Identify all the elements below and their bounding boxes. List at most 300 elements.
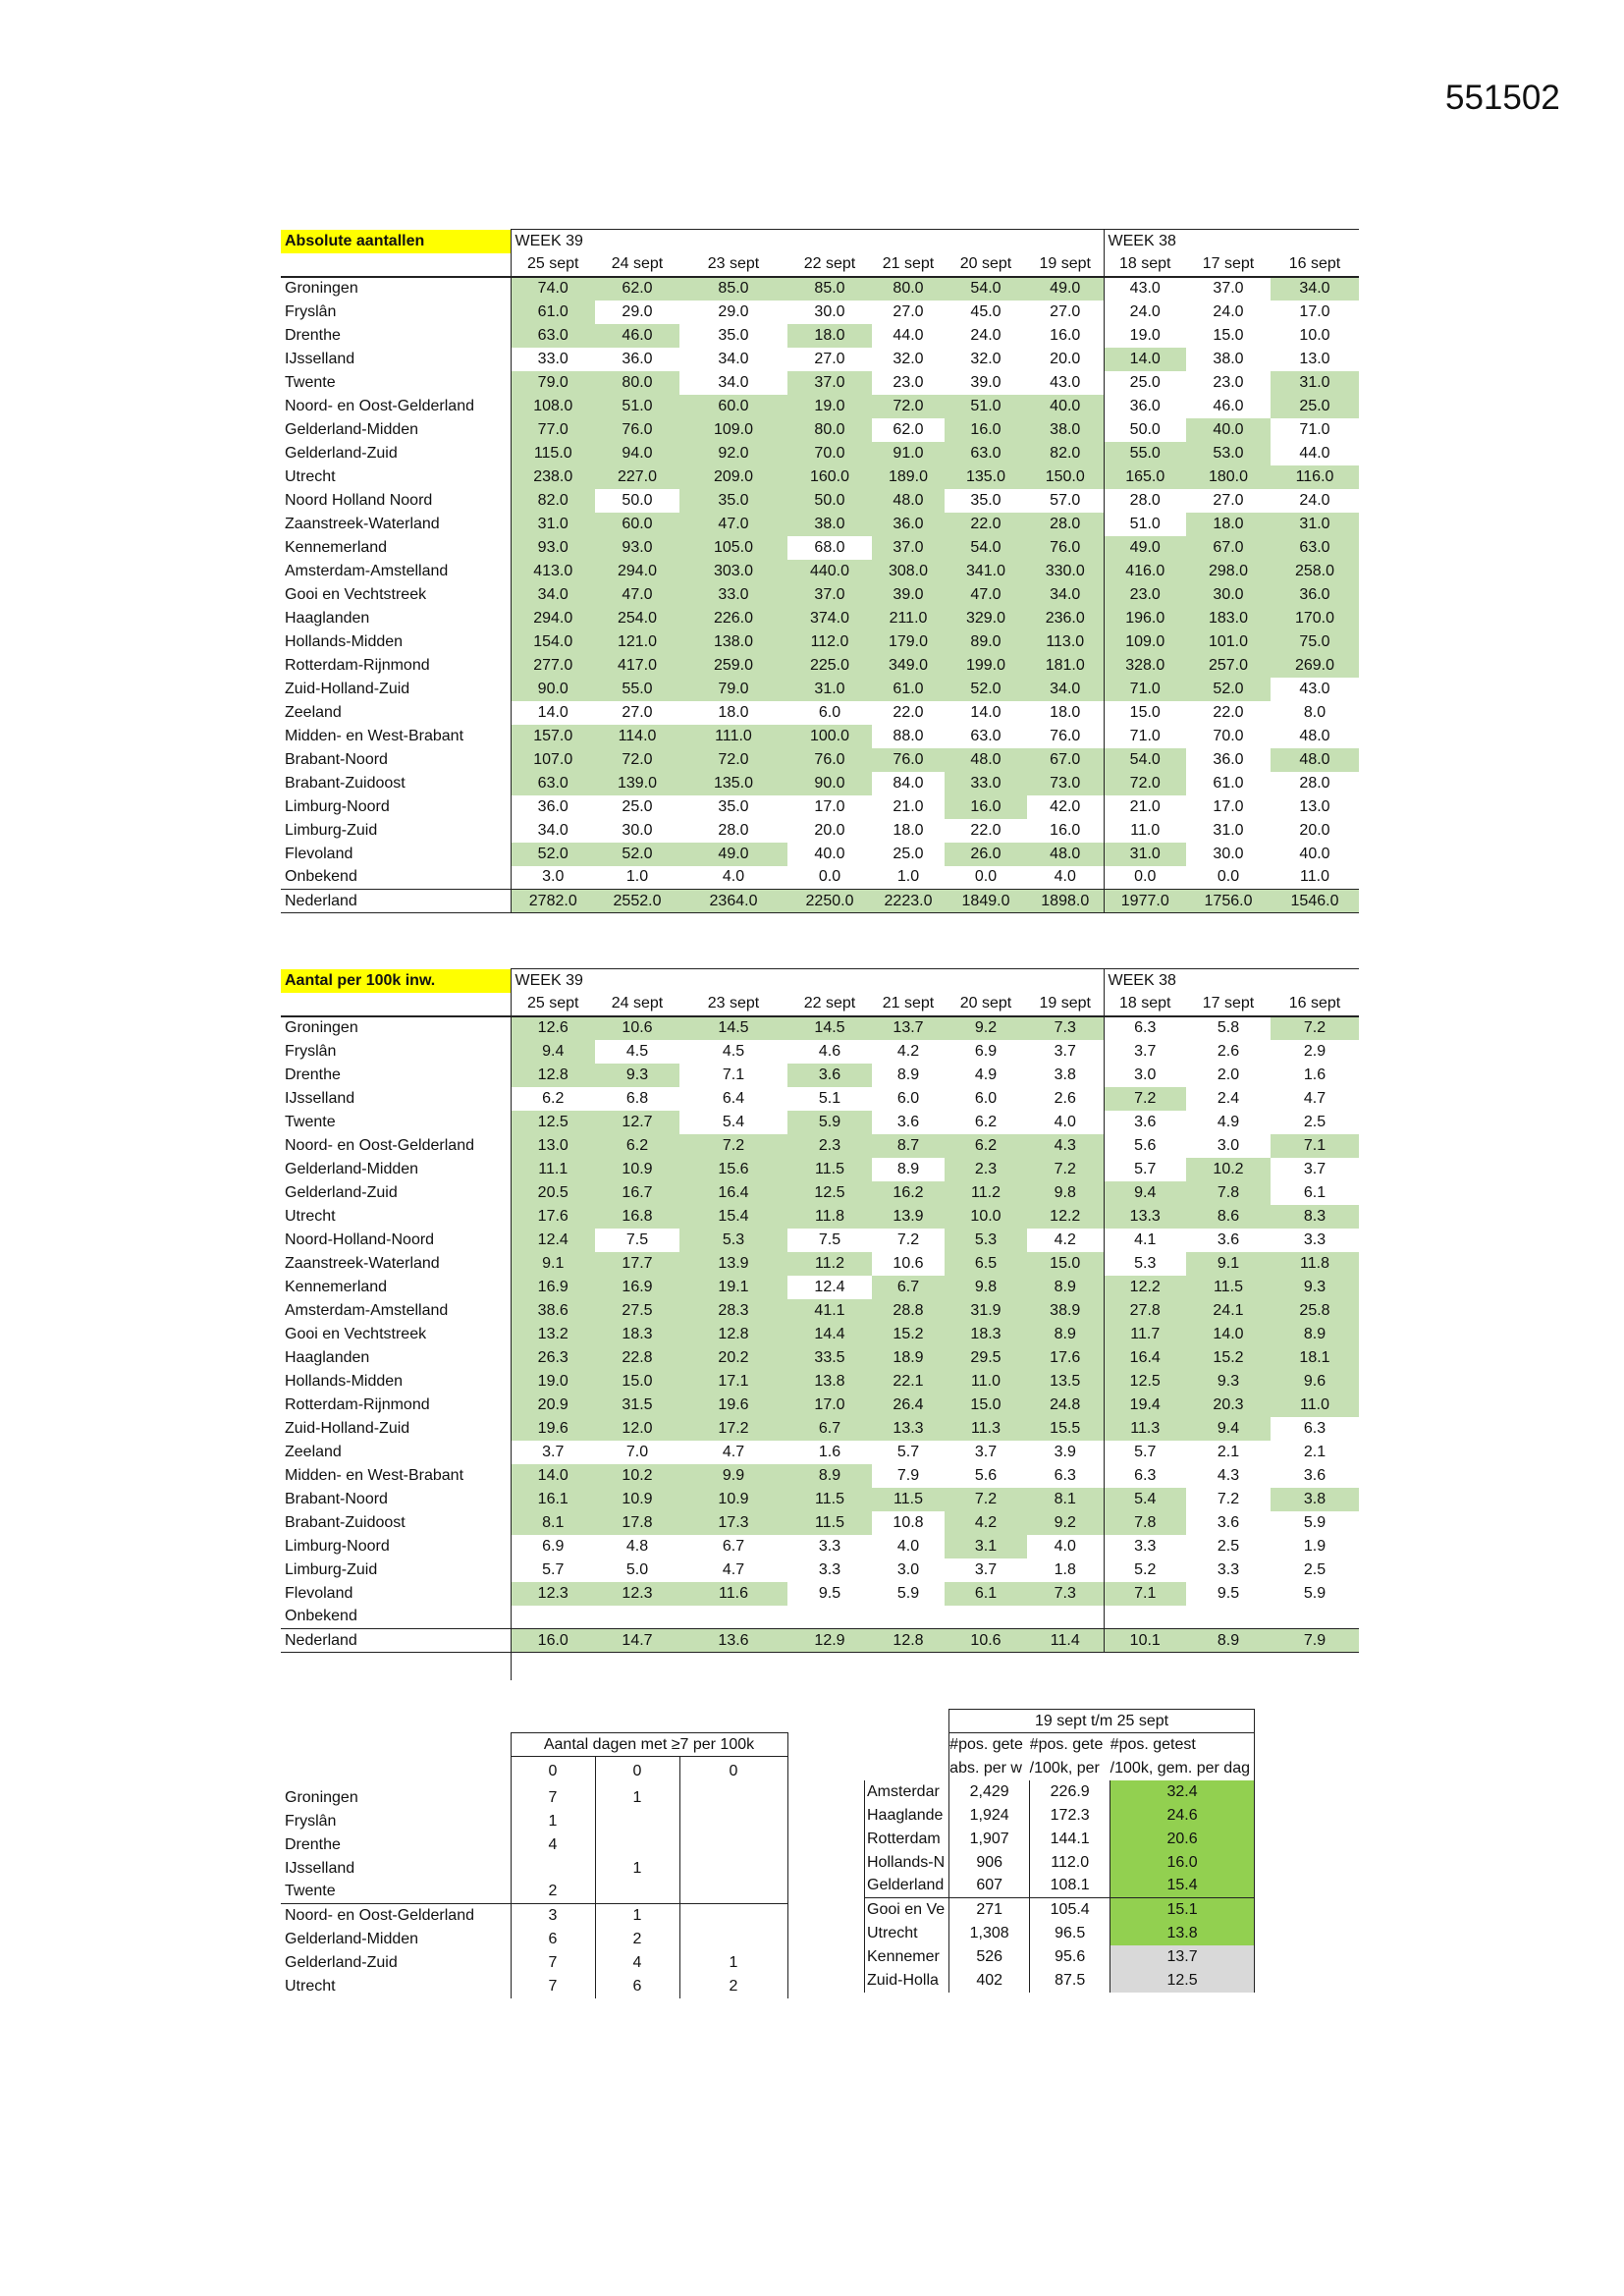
region-name: Amsterdar — [865, 1780, 949, 1804]
value-cell: 8.0 — [1271, 701, 1359, 725]
value-cell — [679, 1606, 787, 1629]
value-cell: 328.0 — [1104, 654, 1186, 678]
subheader: 0 — [679, 1757, 787, 1786]
value-cell: 12.0 — [595, 1417, 679, 1441]
value-cell: 30.0 — [595, 819, 679, 843]
value-cell: 76.0 — [595, 418, 679, 442]
value-cell: 40.0 — [1186, 418, 1271, 442]
table-row — [281, 1181, 1359, 1205]
value-cell: 17.7 — [595, 1252, 679, 1276]
value-cell: 5.9 — [1271, 1511, 1359, 1535]
value-cell: 5.3 — [945, 1229, 1027, 1252]
value-cell: 25.8 — [1271, 1299, 1359, 1323]
value-cell: 8.1 — [511, 1511, 595, 1535]
value-cell: 4.2 — [1027, 1229, 1104, 1252]
value-cell — [872, 1606, 945, 1629]
value-cell: 16.9 — [511, 1276, 595, 1299]
value-cell: 10.8 — [872, 1511, 945, 1535]
region-name: Brabant-Zuidoost — [285, 774, 406, 792]
value-cell: 18.3 — [595, 1323, 679, 1346]
region-name: Midden- en West-Brabant — [285, 1466, 464, 1484]
value-cell: 8.9 — [1186, 1629, 1271, 1653]
table-row — [281, 513, 1359, 536]
value-cell: 6.0 — [872, 1087, 945, 1111]
table-row — [281, 1582, 1359, 1606]
value-cell: 93.0 — [595, 536, 679, 560]
value-cell: 6 — [595, 1975, 679, 1998]
value-cell: 80.0 — [595, 371, 679, 395]
table-row — [865, 1804, 1255, 1828]
value-cell: 11.2 — [787, 1252, 872, 1276]
value-cell: 16.8 — [595, 1205, 679, 1229]
table-row — [865, 1945, 1255, 1969]
value-cell: 32.4 — [1110, 1780, 1255, 1804]
value-cell: 27.0 — [1027, 301, 1104, 324]
value-cell: 3.7 — [945, 1441, 1027, 1464]
table-row — [281, 1488, 1359, 1511]
table-row — [865, 1922, 1255, 1945]
region-name: Noord- en Oost-Gelderland — [285, 397, 474, 414]
weekly-ranking-table — [864, 1709, 1255, 1993]
value-cell: 199.0 — [945, 654, 1027, 678]
value-cell: 3.0 — [1186, 1134, 1271, 1158]
value-cell: 72.0 — [872, 395, 945, 418]
value-cell: 9.8 — [945, 1276, 1027, 1299]
value-cell: 19.0 — [1104, 324, 1186, 348]
region-name: Amsterdam-Amstelland — [285, 562, 449, 579]
value-cell: 154.0 — [511, 630, 595, 654]
value-cell: 10.6 — [872, 1252, 945, 1276]
value-cell: 11.4 — [1027, 1629, 1104, 1653]
value-cell: 36.0 — [595, 348, 679, 371]
value-cell: 15.2 — [1186, 1346, 1271, 1370]
value-cell: 8.9 — [872, 1158, 945, 1181]
value-cell: 2223.0 — [872, 890, 945, 913]
value-cell: 100.0 — [787, 725, 872, 748]
subheader: 0 — [595, 1757, 679, 1786]
value-cell: 17.0 — [1186, 795, 1271, 819]
value-cell: 7 — [511, 1951, 595, 1975]
value-cell: 17.1 — [679, 1370, 787, 1394]
value-cell: 8.6 — [1186, 1205, 1271, 1229]
value-cell — [787, 1606, 872, 1629]
value-cell: 30.0 — [1186, 843, 1271, 866]
value-cell: 5.9 — [872, 1582, 945, 1606]
region-name: Limburg-Noord — [285, 797, 390, 815]
table-row — [281, 1810, 787, 1833]
table-row — [281, 395, 1359, 418]
value-cell: 4.0 — [872, 1535, 945, 1558]
value-cell: 2.5 — [1271, 1111, 1359, 1134]
value-cell: 94.0 — [595, 442, 679, 465]
value-cell: 84.0 — [872, 772, 945, 795]
value-cell: 18.1 — [1271, 1346, 1359, 1370]
region-name: Noord Holland Noord — [285, 491, 433, 509]
value-cell: 80.0 — [872, 277, 945, 301]
value-cell: 7.2 — [945, 1488, 1027, 1511]
days-above-threshold-table — [281, 1732, 788, 1998]
value-cell: 11.8 — [1271, 1252, 1359, 1276]
value-cell: 55.0 — [595, 678, 679, 701]
value-cell: 26.0 — [945, 843, 1027, 866]
value-cell: 16.7 — [595, 1181, 679, 1205]
total-row — [281, 890, 1359, 913]
value-cell: 82.0 — [1027, 442, 1104, 465]
region-name: Brabant-Noord — [285, 750, 388, 768]
value-cell: 3.7 — [511, 1441, 595, 1464]
value-cell: 4.6 — [787, 1040, 872, 1064]
table-row — [281, 1205, 1359, 1229]
region-name: Groningen — [285, 280, 358, 297]
value-cell: 4.0 — [1027, 866, 1104, 890]
table-title: Aantal per 100k inw. — [281, 969, 511, 993]
value-cell: 7.2 — [1271, 1016, 1359, 1040]
value-cell: 4.7 — [679, 1441, 787, 1464]
value-cell: 57.0 — [1027, 489, 1104, 513]
value-cell: 36.0 — [1104, 395, 1186, 418]
value-cell: 46.0 — [1186, 395, 1271, 418]
value-cell: 1898.0 — [1027, 890, 1104, 913]
value-cell: 7.9 — [1271, 1629, 1359, 1653]
region-name: Flevoland — [285, 1584, 353, 1602]
table-row — [281, 701, 1359, 725]
value-cell: 13.6 — [679, 1629, 787, 1653]
region-name: Twente — [285, 1113, 336, 1130]
value-cell: 6.2 — [945, 1134, 1027, 1158]
value-cell: 12.5 — [1104, 1370, 1186, 1394]
value-cell: 50.0 — [595, 489, 679, 513]
value-cell: 3.8 — [1271, 1488, 1359, 1511]
value-cell: 526 — [949, 1945, 1030, 1969]
value-cell: 31.5 — [595, 1394, 679, 1417]
value-cell: 10.6 — [945, 1629, 1027, 1653]
value-cell: 12.2 — [1104, 1276, 1186, 1299]
value-cell: 20.6 — [1110, 1828, 1255, 1851]
region-name: Rotterdam-Rijnmond — [285, 1395, 430, 1413]
value-cell: 40.0 — [787, 843, 872, 866]
value-cell: 67.0 — [1027, 748, 1104, 772]
value-cell: 38.6 — [511, 1299, 595, 1323]
value-cell: 34.0 — [679, 371, 787, 395]
value-cell: 18.0 — [872, 819, 945, 843]
table-row — [281, 442, 1359, 465]
value-cell: 17.3 — [679, 1511, 787, 1535]
value-cell: 48.0 — [1271, 748, 1359, 772]
value-cell: 135.0 — [679, 772, 787, 795]
region-name: Kennemerland — [285, 1278, 388, 1295]
value-cell: 6.9 — [511, 1535, 595, 1558]
value-cell: 72.0 — [595, 748, 679, 772]
value-cell: 31.9 — [945, 1299, 1027, 1323]
value-cell: 2 — [595, 1928, 679, 1951]
value-cell: 109.0 — [679, 418, 787, 442]
value-cell: 3.3 — [787, 1535, 872, 1558]
value-cell: 88.0 — [872, 725, 945, 748]
value-cell: 2,429 — [949, 1780, 1030, 1804]
value-cell: 1.0 — [595, 866, 679, 890]
table-row — [281, 678, 1359, 701]
value-cell: 2250.0 — [787, 890, 872, 913]
value-cell: 47.0 — [945, 583, 1027, 607]
value-cell: 18.9 — [872, 1346, 945, 1370]
table-row — [281, 465, 1359, 489]
region-name: Noord- en Oost-Gelderland — [285, 1136, 474, 1154]
table-row — [281, 1951, 787, 1975]
value-cell: 31.0 — [1104, 843, 1186, 866]
value-cell: 15.2 — [872, 1323, 945, 1346]
region-name: Zuid-Holland-Zuid — [285, 680, 410, 697]
table-row — [281, 725, 1359, 748]
region-name: Zuid-Holla — [865, 1969, 949, 1993]
value-cell: 4.7 — [679, 1558, 787, 1582]
value-cell: 25.0 — [1104, 371, 1186, 395]
value-cell: 308.0 — [872, 560, 945, 583]
value-cell: 33.0 — [679, 583, 787, 607]
absolute-counts-table — [281, 229, 1359, 913]
table-row — [281, 1535, 1359, 1558]
value-cell: 4.2 — [945, 1511, 1027, 1535]
region-name: Gelderland-Midden — [285, 1930, 419, 1947]
value-cell: 294.0 — [511, 607, 595, 630]
column-header: #pos. gete — [1029, 1735, 1104, 1753]
value-cell: 19.0 — [787, 395, 872, 418]
value-cell: 294.0 — [595, 560, 679, 583]
value-cell: 11.8 — [787, 1205, 872, 1229]
value-cell: 1849.0 — [945, 890, 1027, 913]
table-row — [281, 1441, 1359, 1464]
value-cell: 6.7 — [679, 1535, 787, 1558]
value-cell: 2.1 — [1186, 1441, 1271, 1464]
value-cell — [679, 1786, 787, 1810]
value-cell: 37.0 — [787, 371, 872, 395]
value-cell: 13.8 — [787, 1370, 872, 1394]
value-cell: 3.3 — [1271, 1229, 1359, 1252]
region-name: Utrecht — [865, 1922, 949, 1945]
value-cell: 135.0 — [945, 465, 1027, 489]
value-cell: 2.3 — [787, 1134, 872, 1158]
value-cell: 12.9 — [787, 1629, 872, 1653]
value-cell: 3.7 — [1027, 1040, 1104, 1064]
value-cell: 1,907 — [949, 1828, 1030, 1851]
value-cell: 12.5 — [511, 1111, 595, 1134]
value-cell: 54.0 — [945, 277, 1027, 301]
value-cell: 11.5 — [1186, 1276, 1271, 1299]
value-cell: 112.0 — [787, 630, 872, 654]
table-row — [281, 1016, 1359, 1040]
value-cell: 36.0 — [872, 513, 945, 536]
value-cell: 17.0 — [787, 1394, 872, 1417]
value-cell: 42.0 — [1027, 795, 1104, 819]
region-name: Utrecht — [285, 1207, 336, 1225]
value-cell: 3.6 — [787, 1064, 872, 1087]
value-cell: 30.0 — [1186, 583, 1271, 607]
value-cell: 105.0 — [679, 536, 787, 560]
region-name: Haaglanden — [285, 609, 370, 627]
region-name: Gelderland — [865, 1875, 949, 1898]
value-cell: 45.0 — [945, 301, 1027, 324]
value-cell: 35.0 — [679, 324, 787, 348]
value-cell: 211.0 — [872, 607, 945, 630]
table-row — [281, 1464, 1359, 1488]
table-row — [281, 1904, 787, 1928]
region-name: Zeeland — [285, 1443, 342, 1460]
value-cell: 8.9 — [872, 1064, 945, 1087]
value-cell: 180.0 — [1186, 465, 1271, 489]
value-cell: 5.0 — [595, 1558, 679, 1582]
value-cell: 13.9 — [679, 1252, 787, 1276]
value-cell: 27.8 — [1104, 1299, 1186, 1323]
table-row — [281, 560, 1359, 583]
table-row — [281, 1158, 1359, 1181]
value-cell: 4.1 — [1104, 1229, 1186, 1252]
value-cell: 16.2 — [872, 1181, 945, 1205]
table-row — [281, 843, 1359, 866]
value-cell: 6.0 — [787, 701, 872, 725]
date-header: 23 sept — [679, 993, 787, 1016]
value-cell: 6.0 — [945, 1087, 1027, 1111]
date-header: 18 sept — [1104, 993, 1186, 1016]
value-cell: 16.0 — [1027, 819, 1104, 843]
value-cell: 31.0 — [1186, 819, 1271, 843]
value-cell: 12.3 — [595, 1582, 679, 1606]
value-cell: 37.0 — [1186, 277, 1271, 301]
value-cell: 3.7 — [1271, 1158, 1359, 1181]
region-name: IJsselland — [285, 1859, 355, 1877]
table-row — [281, 1323, 1359, 1346]
table-row — [281, 772, 1359, 795]
value-cell — [679, 1857, 787, 1881]
value-cell: 15.0 — [1027, 1252, 1104, 1276]
value-cell: 259.0 — [679, 654, 787, 678]
value-cell: 225.0 — [787, 654, 872, 678]
table-row — [281, 1786, 787, 1810]
week-38-label: WEEK 38 — [1104, 969, 1359, 993]
date-header: 19 sept — [1027, 993, 1104, 1016]
value-cell: 6.5 — [945, 1252, 1027, 1276]
value-cell: 9.3 — [1271, 1276, 1359, 1299]
value-cell: 329.0 — [945, 607, 1027, 630]
value-cell: 3 — [511, 1904, 595, 1928]
value-cell: 1.6 — [787, 1441, 872, 1464]
region-name: Twente — [285, 1883, 336, 1900]
value-cell: 13.5 — [1027, 1370, 1104, 1394]
value-cell: 5.6 — [945, 1464, 1027, 1488]
value-cell: 3.6 — [1186, 1229, 1271, 1252]
value-cell: 60.0 — [679, 395, 787, 418]
region-name: Gelderland-Zuid — [285, 444, 398, 462]
value-cell: 12.5 — [787, 1181, 872, 1205]
value-cell: 14.5 — [679, 1016, 787, 1040]
value-cell: 6.3 — [1104, 1464, 1186, 1488]
value-cell: 17.6 — [511, 1205, 595, 1229]
value-cell: 27.5 — [595, 1299, 679, 1323]
value-cell: 70.0 — [787, 442, 872, 465]
table-row — [281, 348, 1359, 371]
value-cell: 46.0 — [595, 324, 679, 348]
region-name: Fryslân — [285, 302, 337, 320]
value-cell: 23.0 — [872, 371, 945, 395]
value-cell: 10.9 — [595, 1158, 679, 1181]
value-cell: 107.0 — [511, 748, 595, 772]
value-cell — [679, 1904, 787, 1928]
value-cell: 12.7 — [595, 1111, 679, 1134]
value-cell: 22.0 — [872, 701, 945, 725]
table-row — [281, 301, 1359, 324]
value-cell — [595, 1833, 679, 1857]
table-row — [281, 277, 1359, 301]
region-name: Limburg-Zuid — [285, 1560, 378, 1578]
value-cell: 2.5 — [1186, 1535, 1271, 1558]
table-row — [281, 1299, 1359, 1323]
value-cell: 13.0 — [1271, 348, 1359, 371]
value-cell: 3.0 — [511, 866, 595, 890]
value-cell: 52.0 — [511, 843, 595, 866]
value-cell: 36.0 — [1186, 748, 1271, 772]
value-cell: 31.0 — [511, 513, 595, 536]
value-cell: 27.0 — [872, 301, 945, 324]
value-cell: 112.0 — [1030, 1851, 1110, 1875]
value-cell: 31.0 — [787, 678, 872, 701]
value-cell: 14.7 — [595, 1629, 679, 1653]
value-cell: 17.8 — [595, 1511, 679, 1535]
value-cell: 61.0 — [1186, 772, 1271, 795]
value-cell: 0.0 — [1186, 866, 1271, 890]
table-row — [281, 654, 1359, 678]
value-cell — [945, 1606, 1027, 1629]
value-cell — [1104, 1606, 1186, 1629]
value-cell: 17.0 — [1271, 301, 1359, 324]
value-cell: 72.0 — [1104, 772, 1186, 795]
value-cell: 32.0 — [872, 348, 945, 371]
value-cell: 7 — [511, 1786, 595, 1810]
value-cell: 14.5 — [787, 1016, 872, 1040]
table-row — [281, 1276, 1359, 1299]
value-cell: 11.3 — [945, 1417, 1027, 1441]
value-cell: 33.0 — [945, 772, 1027, 795]
value-cell: 26.4 — [872, 1394, 945, 1417]
region-name: Zeeland — [285, 703, 342, 721]
value-cell: 20.0 — [1271, 819, 1359, 843]
value-cell: 53.0 — [1186, 442, 1271, 465]
per-100k-table — [281, 968, 1359, 1680]
value-cell: 108.1 — [1030, 1875, 1110, 1898]
value-cell: 23.0 — [1104, 583, 1186, 607]
value-cell: 402 — [949, 1969, 1030, 1993]
value-cell: 9.8 — [1027, 1181, 1104, 1205]
value-cell: 6.3 — [1027, 1464, 1104, 1488]
table-row — [281, 819, 1359, 843]
value-cell: 39.0 — [945, 371, 1027, 395]
value-cell: 5.8 — [1186, 1016, 1271, 1040]
value-cell: 4 — [595, 1951, 679, 1975]
value-cell: 8.7 — [872, 1134, 945, 1158]
date-header: 25 sept — [511, 253, 595, 277]
value-cell: 48.0 — [1027, 843, 1104, 866]
value-cell: 85.0 — [679, 277, 787, 301]
value-cell: 51.0 — [595, 395, 679, 418]
value-cell: 1546.0 — [1271, 890, 1359, 913]
value-cell: 16.0 — [1027, 324, 1104, 348]
value-cell: 28.3 — [679, 1299, 787, 1323]
region-name: Rotterdam-Rijnmond — [285, 656, 430, 674]
region-name: Brabant-Noord — [285, 1490, 388, 1507]
table-row — [281, 1111, 1359, 1134]
value-cell: 1.9 — [1271, 1535, 1359, 1558]
value-cell: 24.0 — [1271, 489, 1359, 513]
value-cell: 90.0 — [511, 678, 595, 701]
value-cell: 48.0 — [1271, 725, 1359, 748]
region-name: Onbekend — [285, 868, 357, 886]
